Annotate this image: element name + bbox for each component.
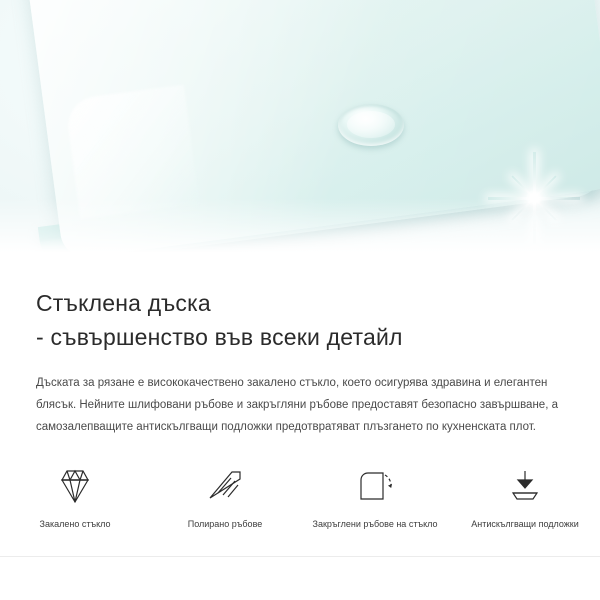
bottom-divider bbox=[0, 556, 600, 557]
description-text bbox=[0, 354, 600, 438]
feature-item-rounded-edges bbox=[300, 462, 450, 530]
feature-list bbox=[0, 462, 600, 530]
silicone-foot-highlight bbox=[347, 111, 395, 138]
hero-product-image bbox=[0, 0, 600, 268]
feature-label: Закалено стъкло bbox=[39, 519, 111, 529]
rounded-corner-icon bbox=[352, 462, 398, 510]
anti-slip-pad-icon bbox=[503, 462, 547, 510]
description-paragraph: Дъската за рязане е висококачествено закалено стъкло, което осигурява здравина и елегантен блясък. Нейните шлифовани ръбове и закръгляни ръбове предоставят безопасно завършване, а самозалепващите антискългващи подложки предотвратяват плъзгането по кухненската плот. bbox=[36, 377, 558, 433]
feature-label: Закръглени ръбове на стъкло bbox=[312, 519, 438, 529]
feature-item-polished-edges bbox=[150, 462, 300, 530]
polished-edge-icon bbox=[204, 462, 246, 510]
hero-bottom-fade bbox=[0, 198, 600, 268]
page-title bbox=[0, 268, 600, 354]
feature-item-tempered-glass bbox=[0, 462, 150, 530]
diamond-icon bbox=[54, 462, 96, 510]
headline-line-1: Стъклена дъска bbox=[36, 290, 211, 316]
feature-label: Антискългващи подложки bbox=[471, 519, 579, 529]
feature-label: Полирано ръбове bbox=[187, 519, 263, 529]
feature-item-anti-slip-pads bbox=[450, 462, 600, 530]
headline-line-2: - съвършенство във всеки детайл bbox=[36, 324, 403, 350]
content-block bbox=[0, 268, 600, 438]
silicone-foot-icon bbox=[338, 104, 404, 146]
